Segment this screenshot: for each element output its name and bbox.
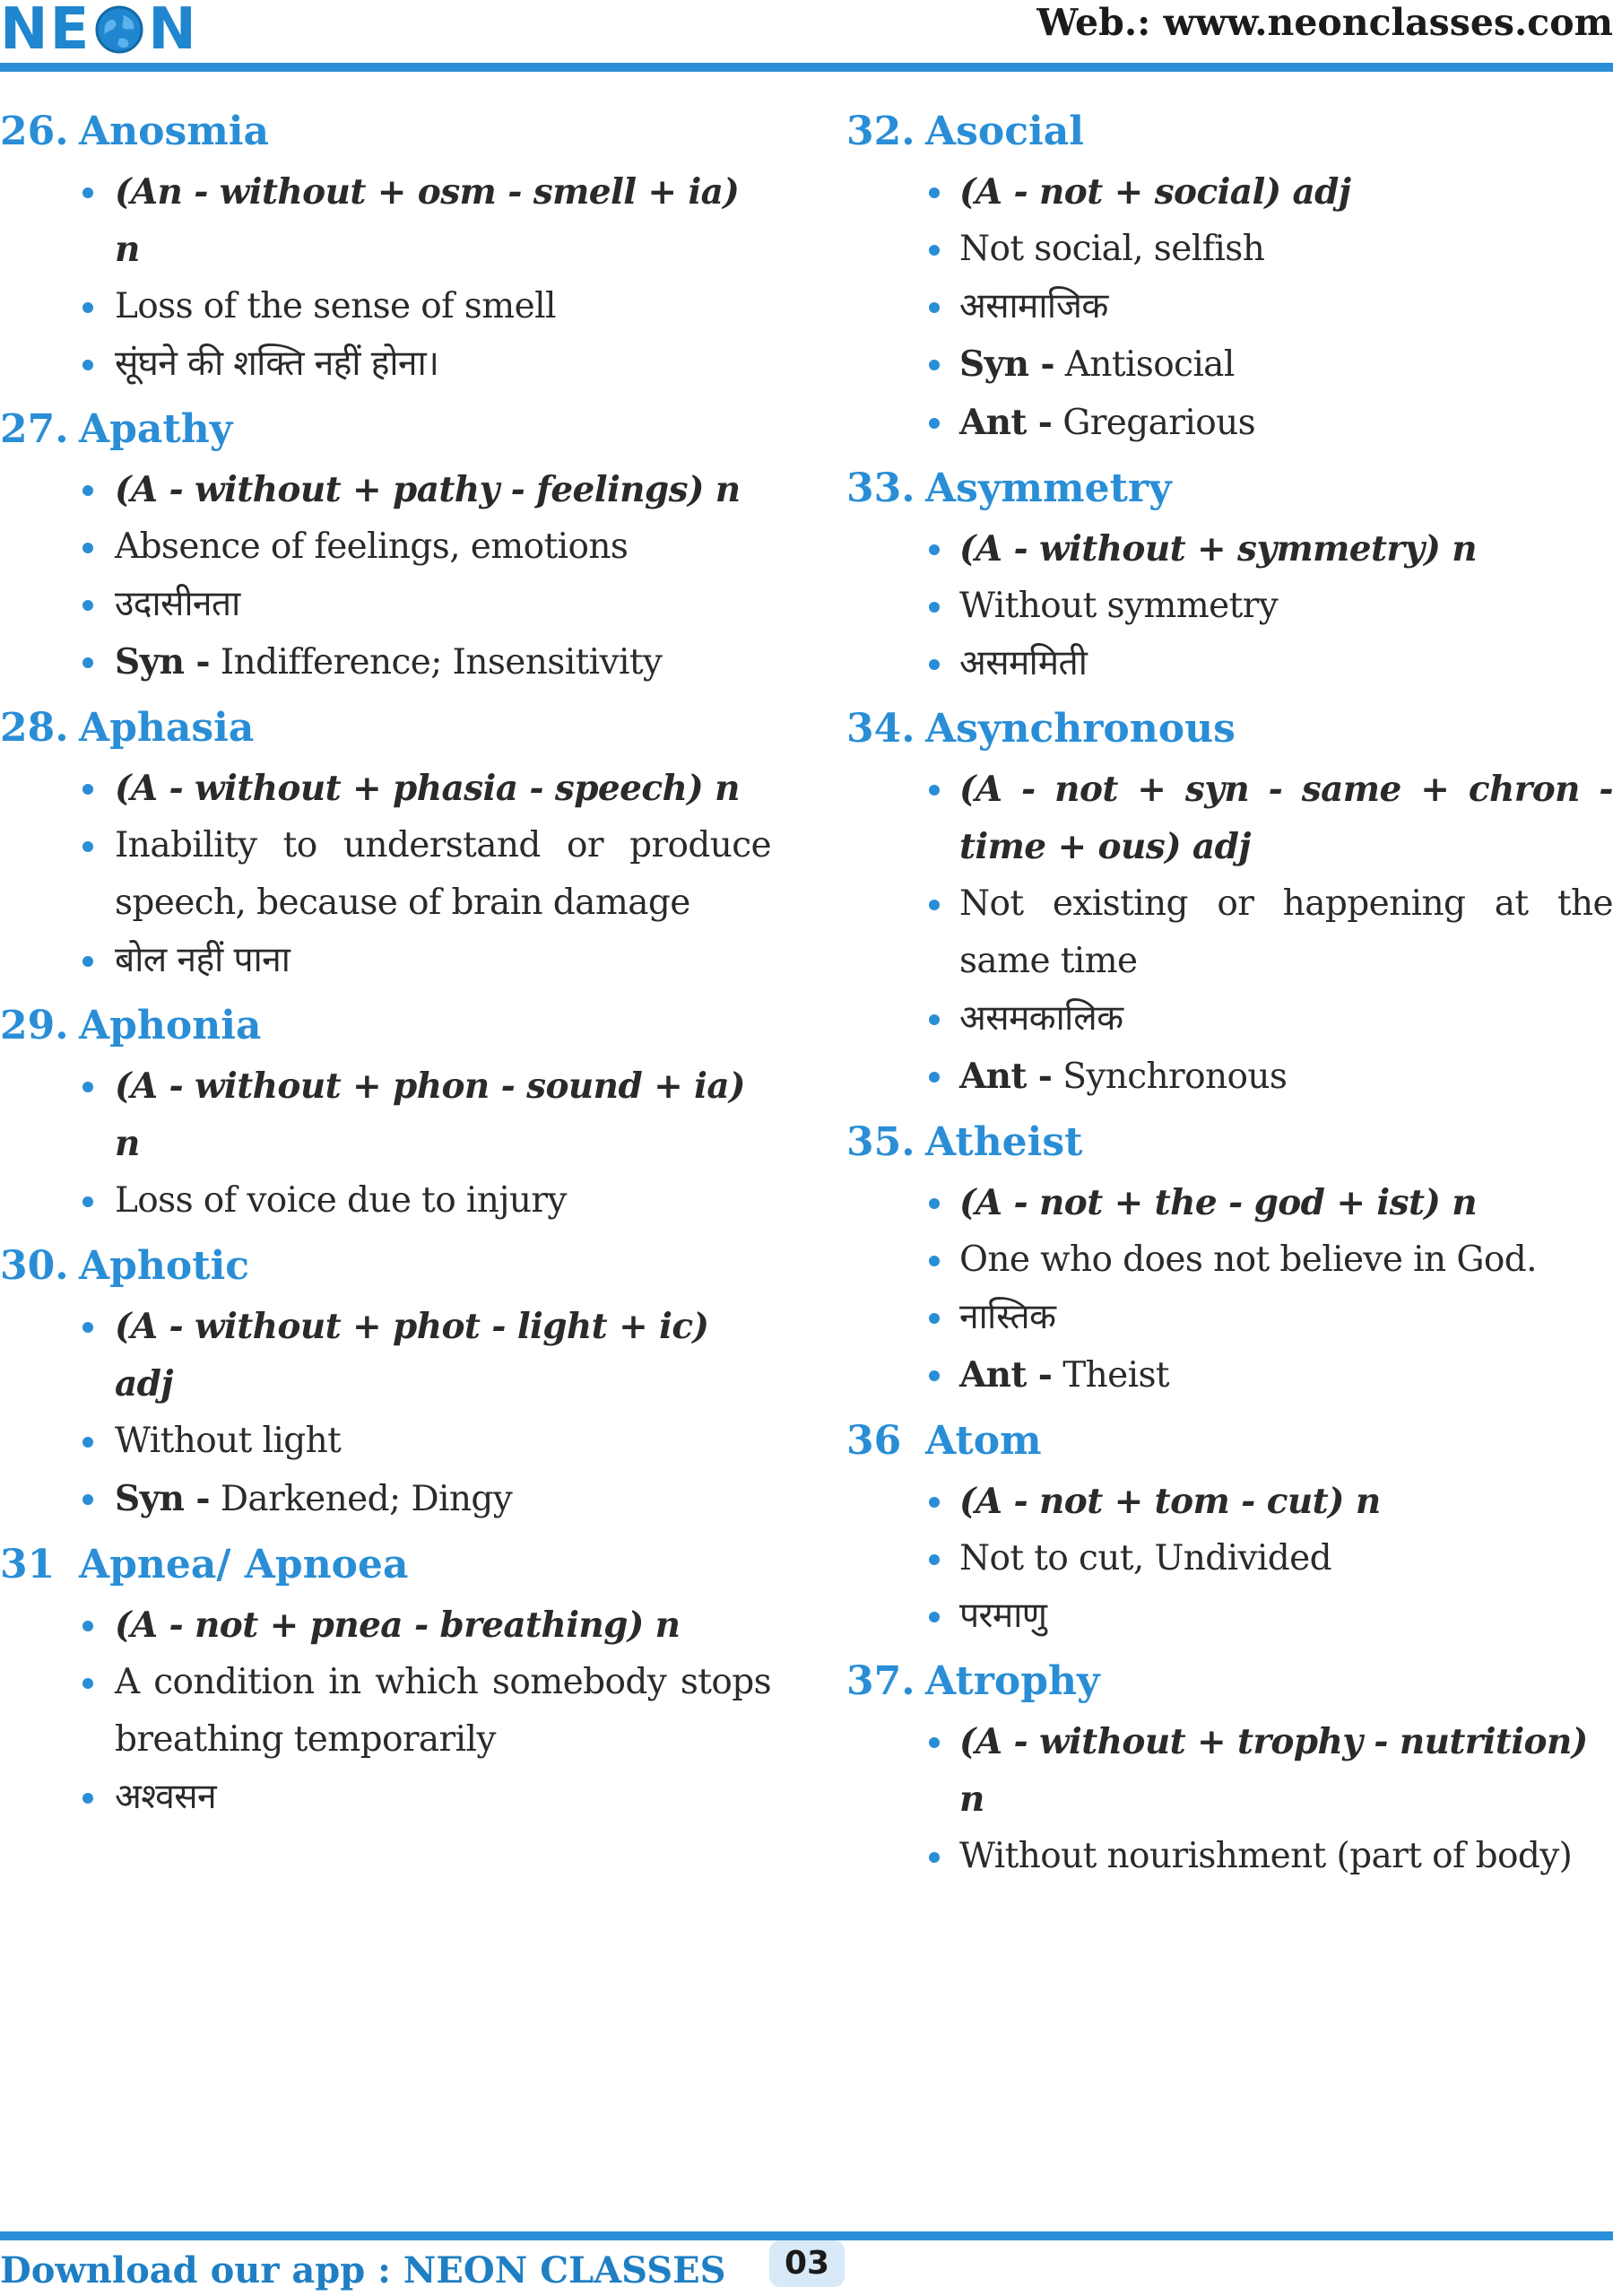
entry-heading: [0, 398, 771, 461]
entry-heading: [846, 457, 1613, 520]
etymology: (An - without + osm - smell + ia) n: [0, 163, 771, 278]
entry-heading: [0, 1235, 771, 1298]
entry-heading: [0, 100, 771, 163]
entry-word: Asymmetry: [925, 465, 1172, 511]
entry-number: 32.: [846, 109, 915, 154]
word-entry: [846, 457, 1613, 692]
definition: Not social, selfish: [846, 221, 1613, 278]
entry-word: Atrophy: [925, 1658, 1100, 1704]
entry-word: Aphasia: [79, 705, 255, 751]
word-entry: [0, 1235, 771, 1528]
entry-word: Atheist: [925, 1119, 1083, 1165]
entry-number: 29.: [0, 1003, 69, 1048]
word-entry: [846, 100, 1613, 452]
entry-word: Asocial: [925, 109, 1084, 154]
synonym-antonym: [0, 1470, 771, 1528]
synonym-antonym: [846, 1346, 1613, 1405]
entry-items: [846, 520, 1613, 692]
etymology: (A - without + phon - sound + ia) n: [0, 1057, 771, 1172]
definition: Without nourishment (part of body): [846, 1828, 1613, 1885]
entry-number: 37.: [846, 1658, 915, 1704]
entry-items: [0, 461, 771, 691]
etymology: (A - without + phot - light + ic) adj: [0, 1298, 771, 1413]
entry-heading: [0, 1534, 771, 1596]
logo-letter-n2: N: [148, 0, 198, 63]
hindi-meaning: असमकालिक: [846, 990, 1613, 1048]
entry-word: Apathy: [79, 406, 233, 452]
left-column: [0, 100, 771, 1826]
page-header: [0, 0, 1613, 74]
definition: Loss of the sense of smell: [0, 278, 771, 335]
etymology: (A - without + phasia - speech) n: [0, 760, 771, 817]
hindi-meaning: असममिती: [846, 635, 1613, 692]
etymology: (A - not + the - god + ist) n: [846, 1174, 1613, 1231]
label-prefix: Syn -: [959, 344, 1054, 385]
etymology: (A - without + trophy - nutrition) n: [846, 1713, 1613, 1828]
definition: Not existing or happening at the same time: [846, 875, 1613, 990]
definition: Not to cut, Undivided: [846, 1530, 1613, 1587]
etymology: (A - without + symmetry) n: [846, 520, 1613, 578]
entry-number: 31: [0, 1542, 56, 1587]
entry-items: [846, 1713, 1613, 1885]
entry-word: Apnea/ Apnoea: [79, 1542, 409, 1587]
entry-items: [846, 1473, 1613, 1645]
label-prefix: Syn -: [115, 1478, 210, 1519]
entry-heading: [0, 995, 771, 1057]
label-prefix: Ant -: [959, 1354, 1053, 1396]
word-entry: [0, 697, 771, 989]
synonym-antonym: [846, 1048, 1613, 1106]
footer-divider: [0, 2231, 1613, 2240]
word-entry: [846, 1410, 1613, 1645]
entry-items: [0, 1596, 771, 1826]
entry-items: [0, 1057, 771, 1230]
definition: Loss of voice due to injury: [0, 1172, 771, 1230]
logo-letter-n: N: [0, 0, 50, 63]
label-value: Synchronous: [1052, 1057, 1288, 1097]
entry-word: Asynchronous: [925, 706, 1236, 752]
entry-items: [0, 760, 771, 989]
etymology: (A - not + social) adj: [846, 163, 1613, 221]
entry-number: 26.: [0, 109, 69, 154]
entry-heading: [846, 100, 1613, 163]
word-entry: [0, 100, 771, 393]
definition: One who does not believe in God.: [846, 1231, 1613, 1289]
entry-items: [0, 163, 771, 393]
page-number: 03: [769, 2240, 845, 2287]
entry-heading: [846, 1111, 1613, 1174]
globe-icon: [94, 4, 144, 55]
hindi-meaning: नास्तिक: [846, 1289, 1613, 1346]
label-prefix: Ant -: [959, 402, 1053, 443]
entry-number: 28.: [0, 705, 69, 751]
entry-word: Aphonia: [79, 1003, 262, 1048]
word-entry: [0, 1534, 771, 1826]
hindi-meaning: परमाणु: [846, 1587, 1613, 1645]
label-prefix: Syn -: [115, 641, 210, 683]
download-app-text: Download our app : NEON CLASSES: [0, 2249, 726, 2292]
entry-items: [846, 163, 1613, 452]
label-value: Theist: [1052, 1355, 1169, 1396]
word-entry: [846, 1650, 1613, 1885]
hindi-meaning: सूंघने की शक्ति नहीं होना।: [0, 335, 771, 393]
hindi-meaning: अश्वसन: [0, 1769, 771, 1826]
hindi-meaning: बोल नहीं पाना: [0, 932, 771, 989]
logo-letter-e: E: [49, 0, 91, 63]
etymology: (A - not + pnea - breathing) n: [0, 1596, 771, 1654]
hindi-meaning: उदासीनता: [0, 576, 771, 633]
word-entry: [846, 1111, 1613, 1405]
entry-items: [0, 1298, 771, 1528]
entry-number: 36: [846, 1418, 902, 1464]
entry-heading: [846, 1410, 1613, 1473]
entry-word: Atom: [925, 1418, 1042, 1464]
etymology: (A - without + pathy - feelings) n: [0, 461, 771, 518]
definition: Without symmetry: [846, 578, 1613, 635]
label-value: Gregarious: [1052, 403, 1256, 443]
entry-items: [846, 761, 1613, 1106]
header-divider: [0, 63, 1613, 72]
entry-word: Anosmia: [79, 109, 270, 154]
etymology: (A - not + syn - same + chron - time + ous) adj: [846, 761, 1613, 875]
definition: Inability to understand or produce speech, because of brain damage: [0, 817, 771, 932]
word-entry: [0, 995, 771, 1230]
hindi-meaning: असामाजिक: [846, 278, 1613, 335]
entry-heading: [846, 698, 1613, 761]
label-value: Indifference; Insensitivity: [209, 642, 663, 683]
entry-number: 27.: [0, 406, 69, 452]
definition: A condition in which somebody stops breathing temporarily: [0, 1654, 771, 1769]
synonym-antonym: [846, 335, 1613, 394]
entry-number: 30.: [0, 1243, 69, 1289]
entry-heading: [0, 697, 771, 760]
neon-logo: [0, 0, 198, 63]
entry-word: Aphotic: [79, 1243, 250, 1289]
label-value: Antisocial: [1054, 344, 1235, 385]
word-entry: [0, 398, 771, 691]
label-prefix: Ant -: [959, 1056, 1053, 1097]
word-entry: [846, 698, 1613, 1106]
entry-items: [846, 1174, 1613, 1405]
etymology: (A - not + tom - cut) n: [846, 1473, 1613, 1530]
entry-number: 34.: [846, 706, 915, 752]
entry-number: 33.: [846, 465, 915, 511]
definition: Without light: [0, 1413, 771, 1470]
synonym-antonym: [846, 394, 1613, 452]
entry-number: 35.: [846, 1119, 915, 1165]
synonym-antonym: [0, 633, 771, 691]
website-url: Web.: www.neonclasses.com: [1036, 1, 1613, 44]
entry-heading: [846, 1650, 1613, 1713]
definition: Absence of feelings, emotions: [0, 518, 771, 576]
label-value: Darkened; Dingy: [209, 1479, 513, 1519]
right-column: [846, 100, 1613, 1885]
